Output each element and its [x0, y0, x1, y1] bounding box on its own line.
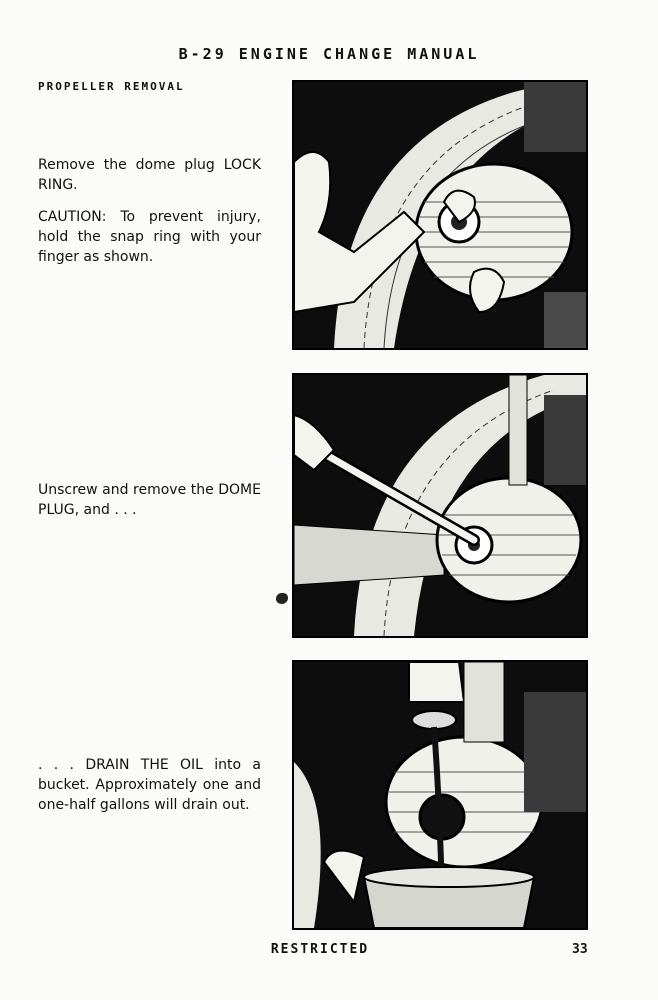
step-1-caption [38, 155, 261, 279]
step-1-instruction: Remove the dome plug LOCK RING. [38, 157, 261, 193]
step-2-illustration [292, 373, 588, 638]
page-number: 33 [572, 942, 588, 957]
classification-label: RESTRICTED [270, 942, 370, 957]
step-2-instruction: Unscrew and remove the DOME PLUG, and . . . [38, 482, 261, 518]
step-2-caption [38, 480, 261, 532]
step-3-illustration [292, 660, 588, 930]
step-1-caution: CAUTION: To prevent injury, hold the snap ring with your finger as shown. [38, 209, 261, 265]
step-3-caption [38, 755, 261, 827]
page-header: B-29 ENGINE CHANGE MANUAL [178, 45, 480, 63]
section-title: PROPELLER REMOVAL [38, 80, 185, 93]
ink-blot [276, 593, 288, 604]
step-1-illustration [292, 80, 588, 350]
step-3-instruction: . . . DRAIN THE OIL into a bucket. Approximately one and one-half gallons will drain out. [38, 757, 261, 813]
